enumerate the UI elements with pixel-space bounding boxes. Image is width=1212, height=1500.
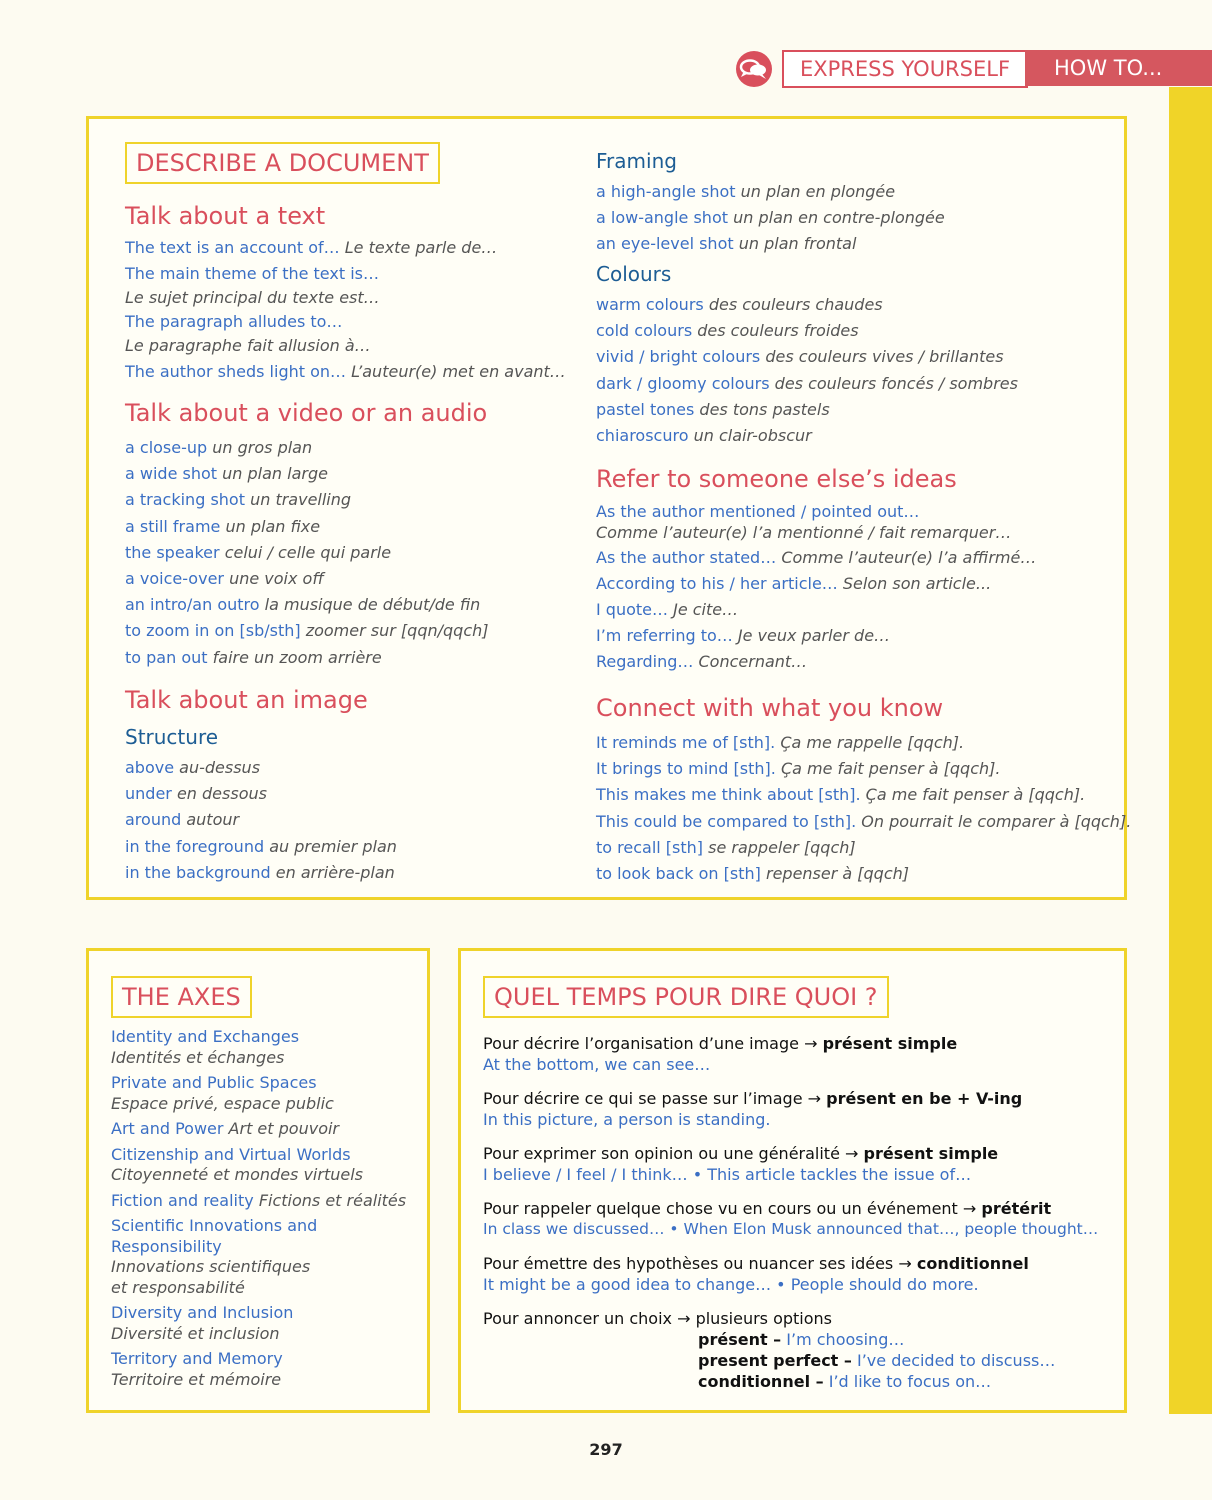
choice-option: present perfect – I’ve decided to discuss… bbox=[698, 1351, 1056, 1370]
phrase-item: a high-angle shot un plan en plongée bbox=[596, 182, 896, 201]
tense-item: Pour rappeler quelque chose vu en cours ou un événement → prétérit In class we discussed… • When Elon Musk announced that…, people thought… bbox=[483, 1199, 1099, 1238]
axes-title: THE AXES bbox=[111, 976, 252, 1018]
tenses-box bbox=[458, 948, 1127, 1413]
phrase-item: around autour bbox=[125, 810, 240, 830]
phrase-item: I quote… Je cite… bbox=[596, 600, 739, 619]
refer-heading: Refer to someone else’s ideas bbox=[596, 465, 957, 493]
video-heading: Talk about a video or an audio bbox=[125, 399, 488, 427]
phrase-item: It brings to mind [sth]. Ça me fait penser à [qqch]. bbox=[596, 759, 1001, 779]
phrase-item: As the author stated… Comme l’auteur(e) l’a affirmé… bbox=[596, 548, 1037, 567]
phrase-item: dark / gloomy colours des couleurs foncés / sombres bbox=[596, 373, 1018, 393]
phrase-item: The author sheds light on… L’auteur(e) met en avant… bbox=[125, 362, 566, 381]
phrase-item: chiaroscuro un clair-obscur bbox=[596, 426, 812, 446]
connect-heading: Connect with what you know bbox=[596, 694, 944, 722]
framing-heading: Framing bbox=[596, 149, 677, 173]
phrase-item: The main theme of the text is… bbox=[125, 264, 379, 283]
tenses-list bbox=[483, 1033, 1098, 1392]
page-number: 297 bbox=[589, 1440, 623, 1459]
phrase-item: This could be compared to [sth]. On pourrait le comparer à [qqch]. bbox=[596, 811, 1132, 831]
speech-bubbles-icon bbox=[735, 50, 773, 88]
phrase-item: to pan out faire un zoom arrière bbox=[125, 647, 382, 667]
axis-item: Citizenship and Virtual Worlds Citoyenneté et mondes virtuels bbox=[111, 1144, 363, 1184]
phrase-item: a wide shot un plan large bbox=[125, 464, 328, 484]
axes-box bbox=[86, 948, 430, 1413]
axis-item: Art and Power Art et pouvoir bbox=[111, 1119, 339, 1138]
tense-item: Pour émettre des hypothèses ou nuancer ses idées → conditionnel It might be a good idea to change… • People should do more. bbox=[483, 1254, 1029, 1294]
text-heading: Talk about a text bbox=[125, 202, 326, 230]
tenses-title: QUEL TEMPS POUR DIRE QUOI ? bbox=[483, 976, 889, 1018]
phrase-item: to zoom in on [sb/sth] zoomer sur [qqn/qqch] bbox=[125, 621, 489, 641]
phrase-item: to look back on [sth] repenser à [qqch] bbox=[596, 864, 910, 884]
how-to-tab: HOW TO... bbox=[1025, 50, 1212, 86]
express-yourself-label: EXPRESS YOURSELF bbox=[782, 50, 1028, 88]
tense-item: Pour exprimer son opinion ou une généralité → présent simple I believe / I feel / I think… • This article tackles the issue of… bbox=[483, 1144, 999, 1184]
phrase-item: vivid / bright colours des couleurs vives / brillantes bbox=[596, 347, 1004, 367]
axes-list bbox=[111, 1027, 406, 1390]
yellow-side-strip bbox=[1169, 87, 1212, 1414]
phrase-item: a voice-over une voix off bbox=[125, 569, 324, 589]
tense-choice: Pour annoncer un choix → plusieurs options présent – I’m choosing… present perfect – I’ve decided to discuss… conditionnel – I’d like to focus on… bbox=[483, 1308, 1098, 1392]
phrase-item: a still frame un plan fixe bbox=[125, 516, 321, 536]
choice-option: conditionnel – I’d like to focus on… bbox=[698, 1372, 992, 1391]
axis-item: Private and Public Spaces Espace privé, espace public bbox=[111, 1073, 334, 1113]
structure-heading: Structure bbox=[125, 725, 219, 749]
phrase-item: an intro/an outro la musique de début/de fin bbox=[125, 595, 481, 615]
describe-title: DESCRIBE A DOCUMENT bbox=[125, 142, 440, 184]
phrase-item: Le paragraphe fait allusion à… bbox=[125, 336, 371, 355]
phrase-item: According to his / her article… Selon son article... bbox=[596, 574, 992, 593]
refer-phrases bbox=[596, 502, 1036, 678]
phrase-item: under en dessous bbox=[125, 784, 267, 804]
framing-phrases bbox=[596, 179, 945, 258]
tense-item: Pour décrire ce qui se passe sur l’image → présent en be + V-ing In this picture, a person is standing. bbox=[483, 1089, 1023, 1129]
phrase-item: an eye-level shot un plan frontal bbox=[596, 234, 857, 254]
axis-item: Fiction and reality Fictions et réalités bbox=[111, 1190, 407, 1210]
phrase-item: in the background en arrière-plan bbox=[125, 862, 395, 882]
axis-item: Territory and Memory Territoire et mémoire bbox=[111, 1349, 283, 1389]
phrase-item: a low-angle shot un plan en contre-plongée bbox=[596, 208, 945, 228]
colours-phrases bbox=[596, 292, 1018, 449]
tense-item: Pour décrire l’organisation d’une image → présent simple At the bottom, we can see… bbox=[483, 1034, 958, 1074]
phrase-item: a close-up un gros plan bbox=[125, 438, 313, 457]
phrase-item: The paragraph alludes to… bbox=[125, 312, 343, 331]
phrase-item: a tracking shot un travelling bbox=[125, 490, 352, 510]
connect-phrases bbox=[596, 730, 1131, 887]
axis-item: Scientific Innovations and Responsibility Innovations scientifiques et responsabilité bbox=[111, 1216, 318, 1297]
phrase-item: Regarding… Concernant… bbox=[596, 652, 808, 671]
phrase-item: to recall [sth] se rappeler [qqch] bbox=[596, 837, 856, 857]
axis-item: Identity and Exchanges Identités et échanges bbox=[111, 1027, 300, 1067]
phrase-item: warm colours des couleurs chaudes bbox=[596, 295, 883, 314]
image-heading: Talk about an image bbox=[125, 686, 368, 714]
phrase-item: Le sujet principal du texte est… bbox=[125, 288, 380, 307]
structure-phrases bbox=[125, 755, 397, 886]
choice-option: présent – I’m choosing… bbox=[698, 1330, 905, 1349]
phrase-item: in the foreground au premier plan bbox=[125, 836, 397, 856]
phrase-item: As the author mentioned / pointed out… bbox=[596, 502, 920, 521]
phrase-item: The text is an account of… Le texte parle de… bbox=[125, 238, 498, 257]
text-phrases bbox=[125, 238, 566, 386]
axis-item: Diversity and Inclusion Diversité et inclusion bbox=[111, 1303, 294, 1343]
phrase-item: Comme l’auteur(e) l’a mentionné / fait remarquer… bbox=[596, 523, 1012, 542]
phrase-item: cold colours des couleurs froides bbox=[596, 321, 859, 341]
colours-heading: Colours bbox=[596, 262, 672, 286]
phrase-item: above au-dessus bbox=[125, 758, 261, 777]
describe-document-box bbox=[86, 116, 1132, 900]
phrase-item: I’m referring to… Je veux parler de… bbox=[596, 626, 891, 645]
phrase-item: This makes me think about [sth]. Ça me fait penser à [qqch]. bbox=[596, 785, 1086, 805]
phrase-item: It reminds me of [sth]. Ça me rappelle [qqch]. bbox=[596, 733, 965, 752]
phrase-item: the speaker celui / celle qui parle bbox=[125, 542, 392, 562]
video-phrases bbox=[125, 435, 489, 671]
phrase-item: pastel tones des tons pastels bbox=[596, 399, 830, 419]
